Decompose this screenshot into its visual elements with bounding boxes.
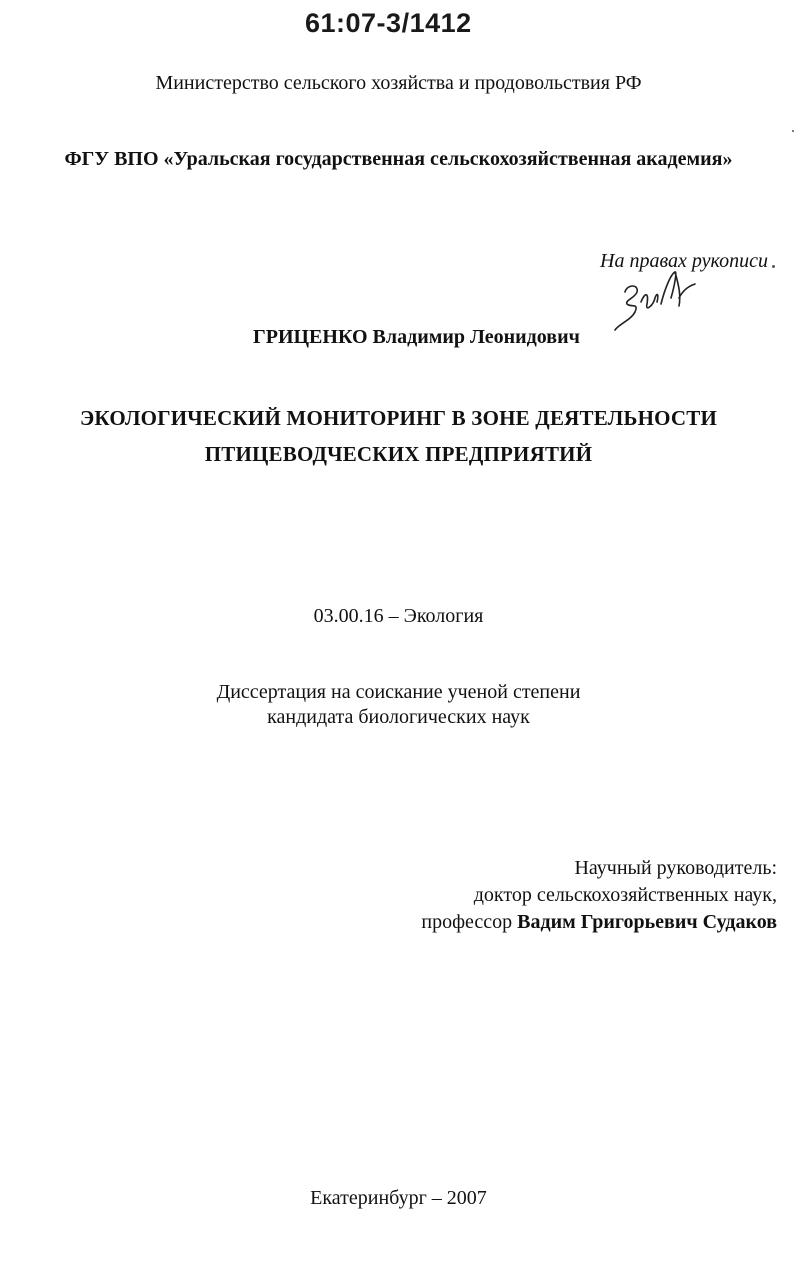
supervisor-rank-name bbox=[421, 909, 777, 936]
author-given-names: Владимир Леонидович bbox=[372, 326, 580, 348]
title-line-1: ЭКОЛОГИЧЕСКИЙ МОНИТОРИНГ В ЗОНЕ ДЕЯТЕЛЬНОСТИ bbox=[79, 406, 718, 430]
institution-name: ФГУ ВПО «Уральская государственная сельскохозяйственная академия» bbox=[64, 148, 733, 170]
place-and-year: Екатеринбург – 2007 bbox=[310, 1187, 487, 1209]
supervisor-block bbox=[421, 855, 777, 936]
title-line-2: ПТИЦЕВОДЧЕСКИХ ПРЕДПРИЯТИЙ bbox=[204, 442, 593, 466]
degree-line-2: кандидата биологических наук bbox=[267, 706, 530, 728]
degree-line-1: Диссертация на соискание ученой степени bbox=[216, 681, 581, 703]
scan-speck bbox=[792, 130, 794, 132]
author-name bbox=[253, 326, 580, 349]
supervisor-heading: Научный руководитель: bbox=[574, 857, 777, 879]
manuscript-note: На правах рукописи bbox=[600, 250, 768, 272]
supervisor-name: Вадим Григорьевич Судаков bbox=[517, 911, 777, 933]
dissertation-title bbox=[0, 400, 797, 472]
specialty-code: 03.00.16 – Экология bbox=[313, 605, 484, 627]
supervisor-rank: профессор bbox=[421, 911, 513, 933]
degree-statement bbox=[0, 680, 797, 730]
ministry-name: Министерство сельского хозяйства и продовольствия РФ bbox=[155, 72, 642, 94]
handwritten-signature bbox=[605, 262, 705, 334]
author-surname: ГРИЦЕНКО bbox=[253, 326, 368, 348]
archive-stamp: 61:07-3/1412 bbox=[305, 8, 472, 38]
supervisor-credentials: доктор сельскохозяйственных наук, bbox=[473, 884, 777, 906]
scan-speck bbox=[772, 265, 775, 268]
